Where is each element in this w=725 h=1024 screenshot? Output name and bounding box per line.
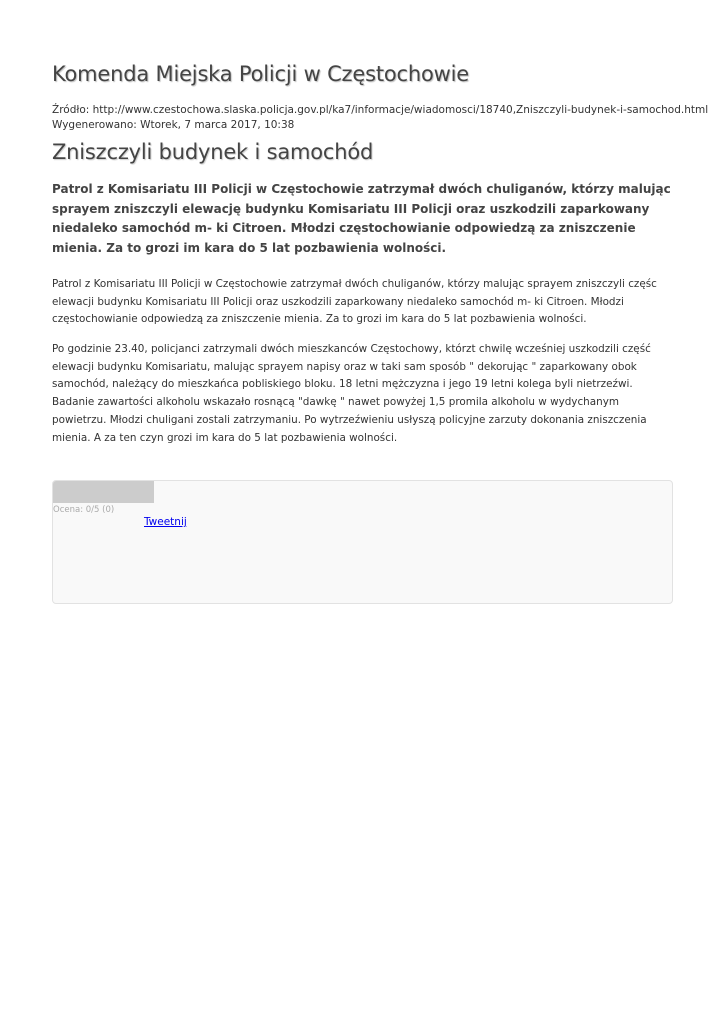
rating-box — [52, 480, 673, 604]
rating-stars-bar[interactable] — [53, 481, 154, 503]
article-paragraph: Po godzinie 23.40, policjanci zatrzymali dwóch mieszkanców Częstochowy, którzt chwilę wcześniej uszkodzili część elewacji budynku Komisariatu, malując sprayem napisy oraz w taki sam sposób " dekorując " zaparkowany obok samochód, należący do mieszkańca pobliskiego bloku. 18 letni mężczyzna i jego 19 letni kolega byli nietrzeźwi. Badanie zawartości alkoholu wskazało rosnącą "dawkę " nawet powyżej 1,5 promila alkoholu w wydychanym powietrzu. Młodzi chuligani zostali zatrzymaniu. Po wytrzeźwieniu usłyszą policyjne zarzuty dokonania zniszczenia mienia. A za ten czyn grozi im kara do 5 lat pozbawienia wolności. — [52, 343, 651, 444]
tweet-link[interactable]: Tweetnij — [144, 516, 187, 528]
article-title: Zniszczyli budynek i samochód — [52, 140, 374, 164]
generated-date: Wygenerowano: Wtorek, 7 marca 2017, 10:38 — [52, 119, 295, 131]
source-url: Źródło: http://www.czestochowa.slaska.policja.gov.pl/ka7/informacje/wiadomosci/18740,Zniszczyli-budynek-i-samochod.html — [52, 104, 709, 116]
article-lead: Patrol z Komisariatu III Policji w Częstochowie zatrzymał dwóch chuliganów, którzy malując sprayem zniszczyli elewację budynku Komisariatu III Policji oraz uszkodzili zaparkowany niedaleko samochód m- ki Citroen. Młodzi częstochowianie odpowiedzą za zniszczenie mienia. Za to grozi im kara do 5 lat pozbawienia wolności. — [52, 182, 671, 255]
article-paragraph: Patrol z Komisariatu III Policji w Częstochowie zatrzymał dwóch chuliganów, którzy malując sprayem zniszczyli częśc elewacji budynku Komisariatu III Policji oraz uszkodzili zaparkowany niedaleko samochód m- ki Citroen. Młodzi częstochowianie odpowiedzą za zniszczenie mienia. Za to grozi im kara do 5 lat pozbawienia wolności. — [52, 278, 657, 326]
rating-text: Ocena: 0/5 (0) — [53, 505, 115, 515]
site-title: Komenda Miejska Policji w Częstochowie — [52, 62, 469, 86]
document-meta — [52, 103, 708, 133]
